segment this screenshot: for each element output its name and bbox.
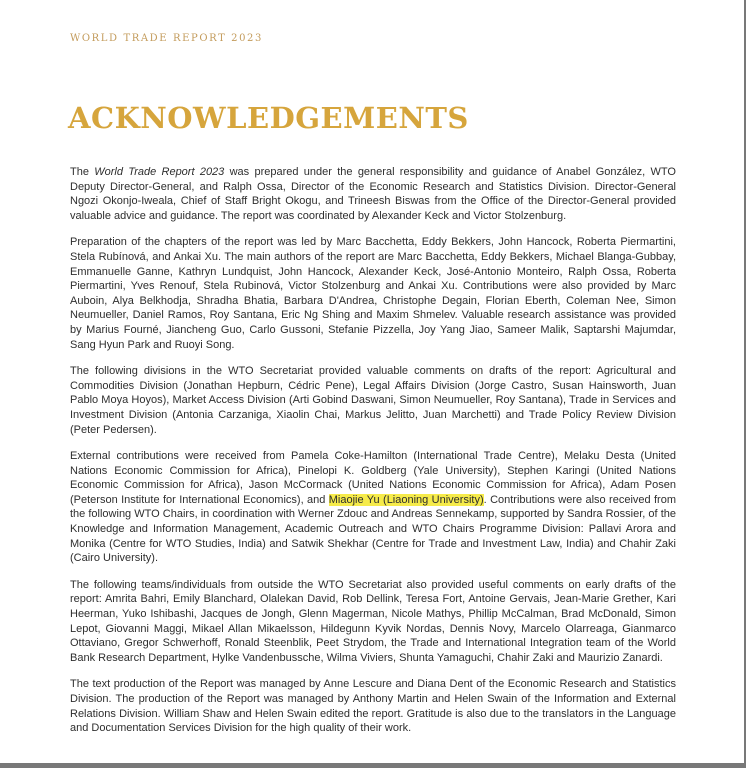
paragraph-6	[70, 677, 676, 735]
paragraph-5	[70, 578, 676, 666]
text-segment: The	[70, 166, 95, 178]
paragraph-2	[70, 235, 676, 352]
text-segment: World Trade Report 2023	[94, 166, 225, 178]
body-text-block	[70, 165, 676, 748]
paragraph-4	[70, 449, 676, 566]
highlighted-text: Miaojie Yu (Liaoning University)	[328, 493, 484, 506]
page-title: ACKNOWLEDGEMENTS	[68, 101, 469, 135]
paragraph-1	[70, 165, 676, 223]
report-header-label: WORLD TRADE REPORT 2023	[70, 33, 263, 44]
text-segment: Preparation of the chapters of the report was led by Marc Bacchetta, Eddy Bekkers, John Hancock, Roberta Piermartini, Stela Rubínová, and Ankai Xu. The main authors of the report are Marc Bacchetta, Eddy Bekkers, Michael Blanga-Gubbay, Emmanuelle Ganne, Kathryn Lundquist, John Hancock, Alexander Keck, José-Antonio Monteiro, Ralph Ossa, Roberta Piermartini, Yves Renouf, Stela Rubinová, Victor Stolzenburg and Ankai Xu. Contributions were also provided by Marc Auboin, Alya Belkhodja, Shradha Bhatia, Barbara D'Andrea, Christophe Degain, Florian Eberth, Coleman Nee, Simon Neumueller, Daniel Ramos, Roy Santana, Eric Ng Shing and Maxim Shmelev. Valuable research assistance was provided by Marius Fourné, Jiancheng Guo, Carlo Gussoni, Stefanie Pizzella, Joy Yang Jiao, Sameer Malik, Saptarshi Majumdar, Sang Hyun Park and Ruoyi Song.	[70, 236, 676, 351]
page-edge-bottom	[0, 763, 746, 768]
text-segment: . Contributions were also received from the following WTO Chairs, in coordination with Werner Zdouc and Andreas Sennekamp, supported by Sandra Rossier, of the Knowledge and Information Management, Academic Outreach and WTO Chairs Programme Division: Pallavi Arora and Monika (Centre for WTO Studies, India) and Satwik Shekhar (Centre for Trade and Investment Law, India) and Chahir Zaki (Cairo University).	[70, 493, 677, 565]
paragraph-3	[70, 364, 676, 437]
text-segment: was prepared under the general responsibility and guidance of Anabel González, WTO Deputy Director-General, and Ralph Ossa, Director of the Economic Research and Statistics Division. Director-General Ngozi Okonjo-Iweala, Chief of Staff Bright Okogu, and Trineesh Biswas from the Office of the Director-General provided valuable advice and guidance. The report was coordinated by Alexander Keck and Victor Stolzenburg.	[70, 166, 676, 222]
text-segment: The text production of the Report was managed by Anne Lescure and Diana Dent of the Economic Research and Statistics Division. The production of the Report was managed by Anthony Martin and Helen Swain of the Information and External Relations Division. William Shaw and Helen Swain edited the report. Gratitude is also due to the translators in the Language and Documentation Services Division for the high quality of their work.	[70, 678, 676, 735]
text-segment: The following teams/individuals from outside the WTO Secretariat also provided useful comments on early drafts of the report: Amrita Bahri, Emily Blanchard, Olalekan David, Rob Dellink, Teresa Fort, Antoine Gervais, Jean-Marie Grether, Kari Heerman, Yuko Ishibashi, Jacques de Jongh, Glenn Magerman, Nicole Mathys, Phillip McCalman, Brad McDonald, Simon Lepot, Giovanni Maggi, Mikael Allan Mikaelsson, Hildegunn Kyvik Nordas, Dennis Novy, Marcelo Olarreaga, Gianmarco Ottaviano, Gregor Schwerhoff, Ronald Steenblik, Peet Strydom, the Trade and International Integration team of the World Bank Research Department, Hylke Vandenbussche, Wilma Viviers, Shunta Yamaguchi, Chahir Zaki and Maurizio Zanardi.	[70, 578, 676, 664]
text-segment: External contributions were received from Pamela Coke-Hamilton (International Trade Centre), Melaku Desta (United Nations Economic Commission for Africa), Pinelopi K. Goldberg (Yale University), Stephen Karingi (United Nations Economic Commission for Africa), Jason McCormack (United Nations Economic Commission for Africa), Adam Posen (Peterson Institute for International Economics), and	[70, 450, 676, 506]
text-segment: The following divisions in the WTO Secretariat provided valuable comments on drafts of the report: Agricultural and Commodities Division (Jonathan Hepburn, Cédric Pene), Legal Affairs Division (Jorge Castro, Susan Hainsworth, Juan Pablo Moya Hoyos), Market Access Division (Arti Gobind Daswani, Simon Neumueller, Roy Santana), Trade in Services and Investment Division (Antonia Carzaniga, Xiaolin Chai, Markus Jelitto, Juan Marchetti) and Trade Policy Review Division (Peter Pedersen).	[70, 365, 676, 436]
